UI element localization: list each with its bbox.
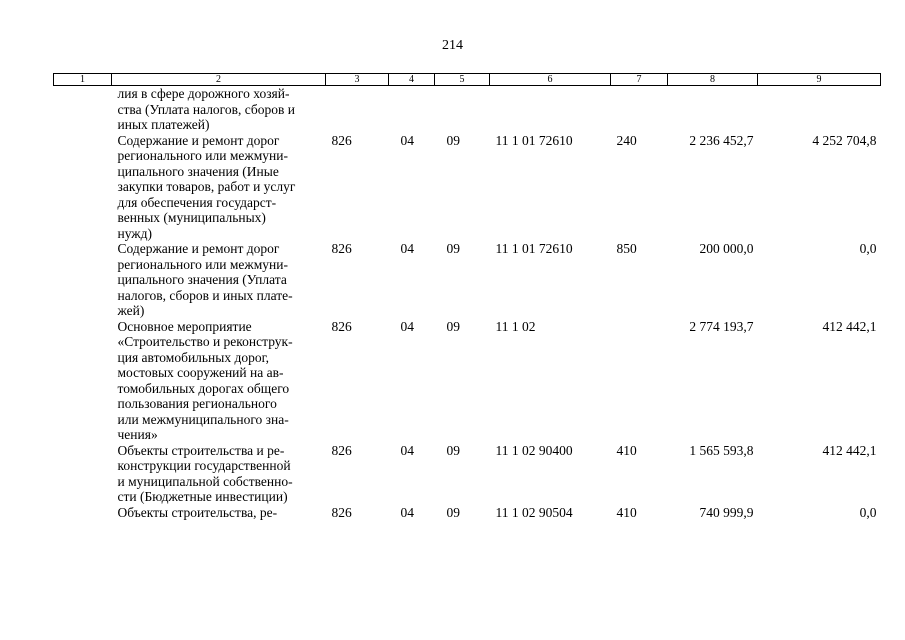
- amount-year-1: 740 999,9: [699, 504, 754, 520]
- ministry-code: 826: [331, 442, 352, 458]
- column-header: 2: [112, 74, 326, 86]
- expense-type-code: [611, 86, 668, 133]
- row-description: лия в сфере дорожного хозяй- ства (Уплата налогов, сборов и иных платежей): [117, 86, 296, 132]
- target-article-code: 11 1 02 90400: [495, 442, 573, 458]
- table-row: [54, 133, 881, 242]
- column-header: 4: [389, 74, 435, 86]
- ministry-code: 826: [331, 318, 352, 334]
- column-header: 9: [758, 74, 881, 86]
- target-article-code: [490, 86, 611, 133]
- expense-type-code: 410: [616, 504, 637, 520]
- section-code: [389, 86, 435, 133]
- section-code: 04: [400, 241, 414, 256]
- ministry-code: [326, 86, 389, 133]
- subsection-code: [435, 86, 490, 133]
- column-header: 1: [54, 74, 112, 86]
- amount-year-2: 412 442,1: [822, 318, 877, 334]
- blank-cell: [54, 319, 112, 443]
- row-description: Объекты строительства и ре- конструкции государственной и муниципальной собственно- сти (Бюджетные инвестиции): [117, 442, 293, 504]
- column-header: 3: [326, 74, 389, 86]
- target-article-code: 11 1 01 72610: [495, 241, 573, 256]
- amount-year-1: 2 774 193,7: [689, 318, 754, 334]
- amount-year-1: 1 565 593,8: [689, 442, 754, 458]
- ministry-code: 826: [331, 132, 352, 148]
- column-header: 8: [668, 74, 758, 86]
- table-row: [54, 443, 881, 505]
- row-description: Содержание и ремонт дорог регионального или межмуни- ципального значения (Иные закупки товаров, работ и услуг для обеспечения государст- венных (муниципальных) нужд): [117, 132, 296, 241]
- amount-year-2: 4 252 704,8: [812, 132, 877, 148]
- expense-type-code: 850: [616, 241, 637, 256]
- ministry-code: 826: [331, 504, 352, 520]
- column-header: 5: [435, 74, 490, 86]
- subsection-code: 09: [446, 504, 460, 520]
- blank-cell: [54, 505, 112, 521]
- target-article-code: 11 1 02 90504: [495, 504, 573, 520]
- blank-cell: [54, 241, 112, 319]
- column-header: 6: [490, 74, 611, 86]
- expense-type-code: 410: [616, 442, 637, 458]
- expense-type-code: 240: [616, 132, 637, 148]
- section-code: 04: [400, 132, 414, 148]
- amount-year-2: 0,0: [859, 241, 877, 256]
- ministry-code: 826: [331, 241, 352, 256]
- blank-cell: [54, 133, 112, 242]
- row-description: Содержание и ремонт дорог регионального или межмуни- ципального значения (Уплата налогов, сборов и иных плате- жей): [117, 241, 293, 318]
- blank-cell: [54, 443, 112, 505]
- subsection-code: 09: [446, 442, 460, 458]
- amount-year-2: 412 442,1: [822, 442, 877, 458]
- table-body: [54, 86, 881, 521]
- subsection-code: 09: [446, 318, 460, 334]
- section-code: 04: [400, 504, 414, 520]
- amount-year-1: [668, 86, 758, 133]
- page-number: 214: [442, 38, 463, 53]
- amount-year-1: 200 000,0: [699, 241, 754, 256]
- section-code: 04: [400, 442, 414, 458]
- amount-year-2: [758, 86, 881, 133]
- table-row: [54, 241, 881, 319]
- column-header: 7: [611, 74, 668, 86]
- subsection-code: 09: [446, 132, 460, 148]
- row-description: Объекты строительства, ре-: [117, 504, 278, 520]
- target-article-code: 11 1 01 72610: [495, 132, 573, 148]
- subsection-code: 09: [446, 241, 460, 256]
- target-article-code: 11 1 02: [495, 318, 536, 334]
- row-description: Основное мероприятие «Строительство и реконструк- ция автомобильных дорог, мостовых сооружений на ав- томобильных дорогах общего пользования регионального или межмуниципального зна- чения»: [117, 318, 293, 442]
- expense-type-code: [611, 319, 668, 443]
- amount-year-1: 2 236 452,7: [689, 132, 754, 148]
- amount-year-2: 0,0: [859, 504, 877, 520]
- section-code: 04: [400, 318, 414, 334]
- column-number-row: [54, 74, 881, 86]
- budget-table: [53, 73, 881, 520]
- table-row: [54, 319, 881, 443]
- table-row: [54, 86, 881, 133]
- table-row: [54, 505, 881, 521]
- blank-cell: [54, 86, 112, 133]
